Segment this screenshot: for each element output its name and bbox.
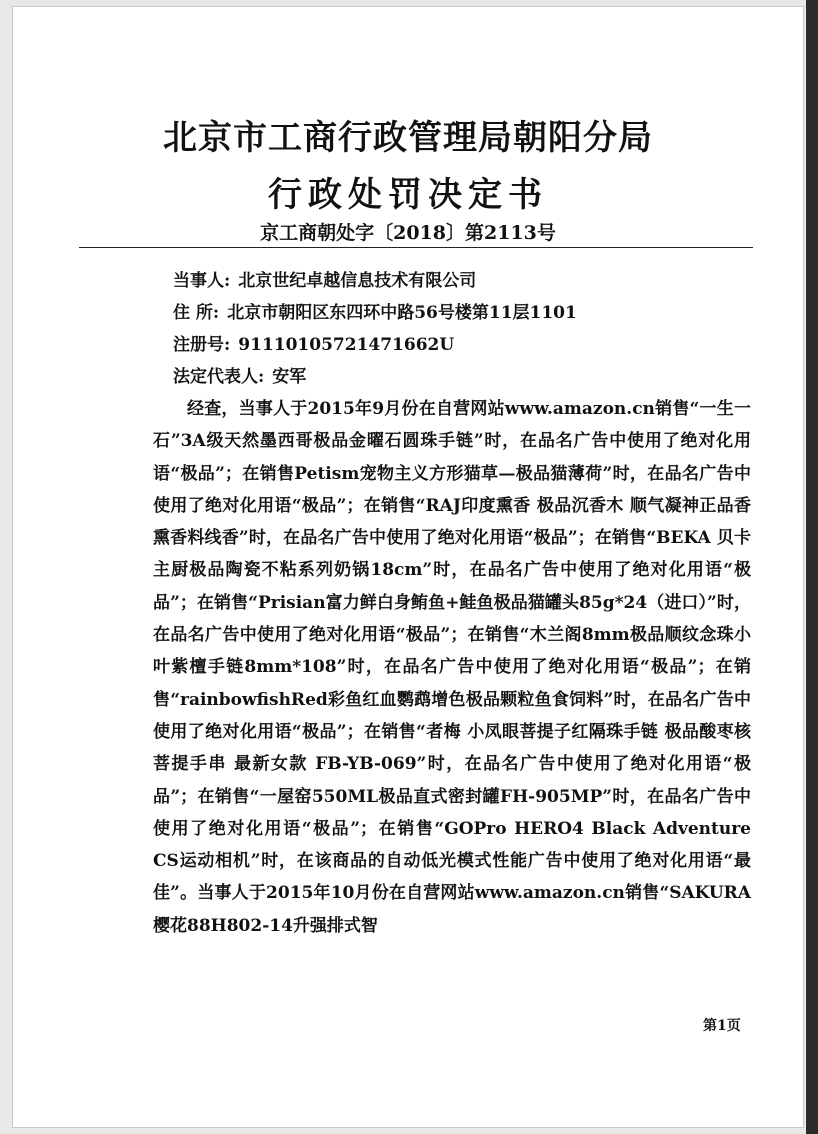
viewer-edge: [806, 0, 818, 1134]
field-value: 安军: [272, 367, 307, 387]
party-info: [173, 265, 753, 393]
document-page: [12, 6, 804, 1128]
document-number: 京工商朝处字〔2018〕第2113号: [260, 222, 556, 244]
field-value: 北京市朝阳区东四环中路56号楼第11层1101: [227, 303, 577, 323]
field-label: 注册号:: [173, 335, 231, 355]
field-party: [173, 265, 753, 297]
field-label: 住 所:: [173, 303, 220, 323]
document-title-agency: 北京市工商行政管理局朝阳分局: [163, 118, 653, 158]
field-value: 北京世纪卓越信息技术有限公司: [238, 271, 477, 291]
field-legal-rep: [173, 361, 753, 393]
field-registration: [173, 329, 753, 361]
field-label: 法定代表人:: [173, 367, 265, 387]
investigation-paragraph: 经查，当事人于2015年9月份在自营网站www.amazon.cn销售“一生一石”3A级天然墨西哥极品金曜石圆珠手链”时，在品名广告中使用了绝对化用语“极品”；在销售Petism宠物主义方形猫草—极品猫薄荷”时，在品名广告中使用了绝对化用语“极品”；在销售“RAJ印度熏香 极品沉香木 顺气凝神正品香熏香料线香”时，在品名广告中使用了绝对化用语“极品”；在销售“BEKA 贝卡 主厨极品陶瓷不粘系列奶锅18cm”时，在品名广告中使用了绝对化用语“极品”；在销售“Prisian富力鲜白身鲔鱼+鲑鱼极品猫罐头85g*24（进口）”时，在品名广告中使用了绝对化用语“极品”；在销售“木兰阁8mm极品顺纹念珠小叶紫檀手链8mm*108”时，在品名广告中使用了绝对化用语“极品”；在销售“rainbowfishRed彩鱼红血鹦鹉增色极品颗粒鱼食饲料”时，在品名广告中使用了绝对化用语“极品”；在销售“者梅 小凤眼菩提子红隔珠手链 极品酸枣核菩提手串 最新女款 FB-YB-069”时，在品名广告中使用了绝对化用语“极品”；在销售“一屋窑550ML极品直式密封罐FH-905MP”时，在品名广告中使用了绝对化用语“极品”；在销售“GOPro HERO4 Black Adventure CS运动相机”时，在该商品的自动低光模式性能广告中使用了绝对化用语“最佳”。当事人于2015年10月份在自营网站www.amazon.cn销售“SAKURA樱花88H802-14升强排式智: [153, 399, 751, 936]
field-label: 当事人:: [173, 271, 231, 291]
page-number: 第1页: [703, 1018, 741, 1034]
field-value: 91110105721471662U: [238, 335, 455, 355]
header-divider: [79, 247, 753, 248]
field-address: [173, 297, 753, 329]
document-title-type: 行政处罚决定书: [268, 175, 548, 215]
